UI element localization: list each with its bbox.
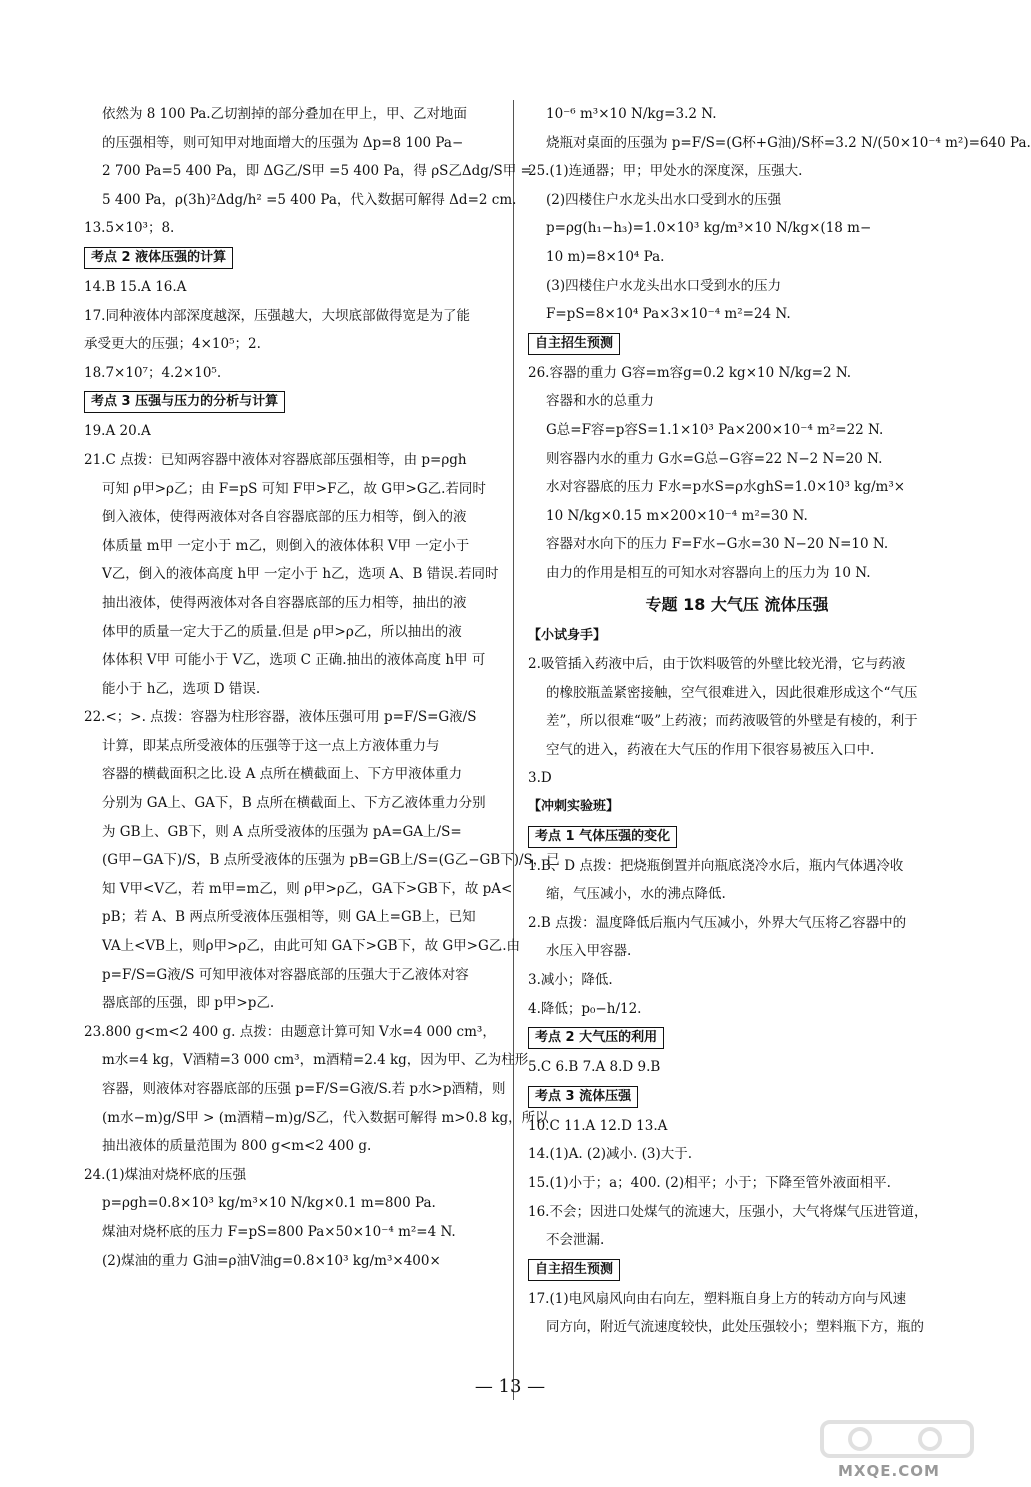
text-line: p=F/S=G液/S 可知甲液体对容器底部的压强大于乙液体对容 — [102, 966, 469, 983]
text-line: 10⁻⁶ m³×10 N/kg=3.2 N. — [546, 106, 717, 122]
text-line: 14.(1)A. (2)减小. (3)大于. — [528, 1146, 693, 1163]
text-line: 的压强相等，则可知甲对地面增大的压强为 Δp=8 100 Pa− — [102, 134, 464, 151]
text-line: 容器和水的总重力 — [546, 393, 654, 410]
text-line: 倒入液体，使得两液体对各自容器底部的压力相等，倒入的液 — [102, 509, 467, 526]
text-line: 同方向，附近气流速度较快，此处压强较小；塑料瓶下方，瓶的 — [546, 1319, 924, 1336]
text-line: 5 400 Pa，ρ(3h)²Δdg/h² =5 400 Pa，代入数据可解得 Δd=2 cm. — [102, 191, 517, 208]
section-heading-label: 考点 2 液体压强的计算 — [84, 247, 233, 269]
text-line: (2)四楼住户水龙头出水口受到水的压强 — [546, 191, 782, 208]
text-line: 24.(1)煤油对烧杯底的压强 — [84, 1166, 247, 1183]
text-line: 23.800 g<m<2 400 g. 点拨：由题意计算可知 V水=4 000 cm³， — [84, 1023, 496, 1040]
text-line: 16.不会；因进口处煤气的流速大，压强小，大气将煤气压进管道， — [528, 1203, 928, 1220]
text-line: 14.B 15.A 16.A — [84, 278, 187, 295]
text-line: 17.同种液体内部深度越深，压强越大，大坝底部做得宽是为了能 — [84, 307, 470, 324]
text-line: p=ρgh=0.8×10³ kg/m³×10 N/kg×0.1 m=800 Pa. — [102, 1195, 436, 1212]
text-line: 2.B 点拨：温度降低后瓶内气压减小，外界大气压将乙容器中的 — [528, 914, 907, 931]
text-line: 10.C 11.A 12.D 13.A — [528, 1117, 668, 1134]
section-heading-box — [528, 1255, 946, 1285]
text-line: (G甲−GA下)/S，B 点所受液体的压强为 pB=GB上/S=(G乙−GB下)/S，已 — [102, 852, 560, 869]
text-line: 3.D — [528, 770, 552, 787]
text-line: 分别为 GA上、GA下，B 点所在横截面上、下方乙液体重力分别 — [102, 795, 486, 812]
text-line: 体体积 V甲 可能小于 V乙，选项 C 正确.抽出的液体高度 h甲 可 — [102, 652, 486, 669]
text-line: VA上<VB上，则ρ甲>ρ乙，由此可知 GA下>GB下，故 G甲>G乙.由 — [102, 938, 521, 955]
text-line: 煤油对烧杯底的压力 F=pS=800 Pa×50×10⁻⁴ m²=4 N. — [102, 1223, 456, 1240]
subsection-label: 【小试身手】 — [528, 627, 607, 643]
section-heading-box — [528, 1082, 946, 1112]
text-line: 可知 ρ甲>ρ乙；由 F=pS 可知 F甲>F乙，故 G甲>G乙.若同时 — [102, 480, 486, 497]
text-line: 4.降低；p₀−h/12. — [528, 1000, 642, 1017]
text-line: 水对容器底的压力 F水=p水S=ρ水ghS=1.0×10³ kg/m³× — [546, 479, 906, 496]
text-line: 2.吸管插入药液中后，由于饮料吸管的外壁比较光滑，它与药液 — [528, 656, 906, 673]
text-line: (3)四楼住户水龙头出水口受到水的压力 — [546, 277, 782, 294]
text-line: 抽出液体，使得两液体对各自容器底部的压力相等，抽出的液 — [102, 594, 467, 611]
text-line: 18.7×10⁷；4.2×10⁵. — [84, 364, 222, 381]
text-line: 承受更大的压强；4×10⁵；2. — [84, 336, 261, 353]
text-line: 17.(1)电风扇风向由右向左，塑料瓶自身上方的转动方向与风速 — [528, 1290, 907, 1307]
text-line: V乙，倒入的液体高度 h甲 一定小于 h乙，选项 A、B 错误.若同时 — [102, 566, 499, 583]
section-heading-label: 自主招生预测 — [528, 1259, 620, 1281]
subsection-label: 【冲刺实验班】 — [528, 799, 620, 815]
text-line: G总=F容=p容S=1.1×10³ Pa×200×10⁻⁴ m²=22 N. — [546, 421, 884, 438]
text-line: 知 V甲<V乙，若 m甲=m乙，则 ρ甲>ρ乙，GA下>GB下，故 pA< — [102, 880, 513, 897]
section-heading-box — [528, 822, 946, 852]
section-heading-label: 考点 1 气体压强的变化 — [528, 826, 677, 848]
text-line: 2 700 Pa=5 400 Pa，即 ΔG乙/S甲 =5 400 Pa，得 ρS乙Δdg/S甲 = — [102, 163, 532, 180]
text-line: 体甲的质量一定大于乙的质量.但是 ρ甲>ρ乙，所以抽出的液 — [102, 623, 462, 640]
section-heading-label: 自主招生预测 — [528, 333, 620, 355]
text-line: 空气的进入，药液在大气压的作用下很容易被压入口中. — [546, 741, 875, 758]
text-line: 5.C 6.B 7.A 8.D 9.B — [528, 1059, 661, 1076]
right-column — [528, 100, 1031, 1342]
section-heading-label: 考点 2 大气压的利用 — [528, 1027, 664, 1049]
text-line: 能小于 h乙，选项 D 错误. — [102, 680, 261, 697]
text-line: pB；若 A、B 两点所受液体压强相等，则 GA上=GB上，已知 — [102, 909, 476, 926]
text-line: 水压入甲容器. — [546, 943, 632, 960]
text-line: m水=4 kg，V酒精=3 000 cm³，m酒精=2.4 kg，因为甲、乙为柱形 — [102, 1052, 529, 1069]
text-line: 差”，所以很难“吸”上药液；而药液吸管的外壁是有棱的，利于 — [546, 713, 918, 730]
text-line: 烧瓶对桌面的压强为 p=F/S=(G杯+G油)/S杯=3.2 N/(50×10⁻⁴ m²)=640 Pa. — [546, 134, 1031, 151]
section-heading-box — [528, 1023, 946, 1053]
text-line: 25.(1)连通器；甲；甲处水的深度深，压强大. — [528, 163, 803, 180]
text-line: 由力的作用是相互的可知水对容器向上的压力为 10 N. — [546, 564, 871, 581]
text-line: 3.减小；降低. — [528, 972, 613, 989]
text-line: 21.C 点拨：已知两容器中液体对容器底部压强相等，由 p=ρgh — [84, 451, 467, 468]
chapter-title: 专题 18 大气压 流体压强 — [645, 594, 829, 614]
text-line: 体质量 m甲 一定小于 m乙，则倒入的液体体积 V甲 一定小于 — [102, 537, 470, 554]
text-line: 不会泄漏. — [546, 1232, 605, 1249]
text-line: 抽出液体的质量范围为 800 g<m<2 400 g. — [102, 1138, 372, 1155]
text-line: 则容器内水的重力 G水=G总−G容=22 N−2 N=20 N. — [546, 450, 883, 467]
text-line: (m水−m)g/S甲 > (m酒精−m)g/S乙，代入数据可解得 m>0.8 kg，所以 — [102, 1109, 549, 1126]
text-line: 容器的横截面积之比.设 A 点所在横截面上、下方甲液体重力 — [102, 766, 463, 783]
page-footer: — 13 — — [474, 1376, 546, 1397]
text-line: 缩，气压减小，水的沸点降低. — [546, 886, 726, 903]
text-line: 的橡胶瓶盖紧密接触，空气很难进入，因此很难形成这个“气压 — [546, 684, 918, 701]
section-heading-box — [84, 243, 499, 273]
text-line: 容器，则液体对容器底部的压强 p=F/S=G液/S.若 p水>p酒精，则 — [102, 1081, 506, 1097]
text-line: 26.容器的重力 G容=m容g=0.2 kg×10 N/kg=2 N. — [528, 364, 852, 381]
text-line: 计算，即某点所受液体的压强等于这一点上方液体重力与 — [102, 737, 440, 754]
column-divider — [513, 100, 514, 1400]
text-line: p=ρg(h₁−h₃)=1.0×10³ kg/m³×10 N/kg×(18 m− — [546, 220, 872, 237]
text-line: 容器对水向下的压力 F=F水−G水=30 N−20 N=10 N. — [546, 536, 889, 553]
text-line: 19.A 20.A — [84, 423, 151, 440]
text-line: 1.B、D 点拨：把烧瓶倒置并向瓶底浇冷水后，瓶内气体遇冷收 — [528, 857, 904, 874]
text-line: F=pS=8×10⁴ Pa×3×10⁻⁴ m²=24 N. — [546, 306, 791, 323]
section-heading-label: 考点 3 流体压强 — [528, 1086, 638, 1108]
watermark-text: MXQE.COM — [838, 1462, 940, 1480]
text-line: 22.<；>. 点拨：容器为柱形容器，液体压强可用 p=F/S=G液/S — [84, 709, 477, 726]
text-line: 为 GB上、GB下，则 A 点所受液体的压强为 pA=GA上/S= — [102, 823, 462, 840]
text-line: 依然为 8 100 Pa.乙切割掉的部分叠加在甲上，甲、乙对地面 — [102, 106, 468, 122]
section-heading-box — [84, 387, 499, 417]
section-heading-label: 考点 3 压强与压力的分析与计算 — [84, 391, 285, 413]
text-line: 10 N/kg×0.15 m×200×10⁻⁴ m²=30 N. — [546, 507, 808, 524]
text-line: 器底部的压强，即 p甲>p乙. — [102, 995, 275, 1012]
text-line: 10 m)=8×10⁴ Pa. — [546, 248, 665, 265]
text-line: 15.(1)小于；a；400. (2)相平；小于；下降至管外液面相平. — [528, 1175, 891, 1191]
section-heading-box — [528, 329, 946, 359]
page-number: 13 — [498, 1376, 522, 1397]
text-line: 13.5×10³；8. — [84, 220, 175, 237]
text-line: (2)煤油的重力 G油=ρ油V油g=0.8×10³ kg/m³×400× — [102, 1252, 441, 1269]
